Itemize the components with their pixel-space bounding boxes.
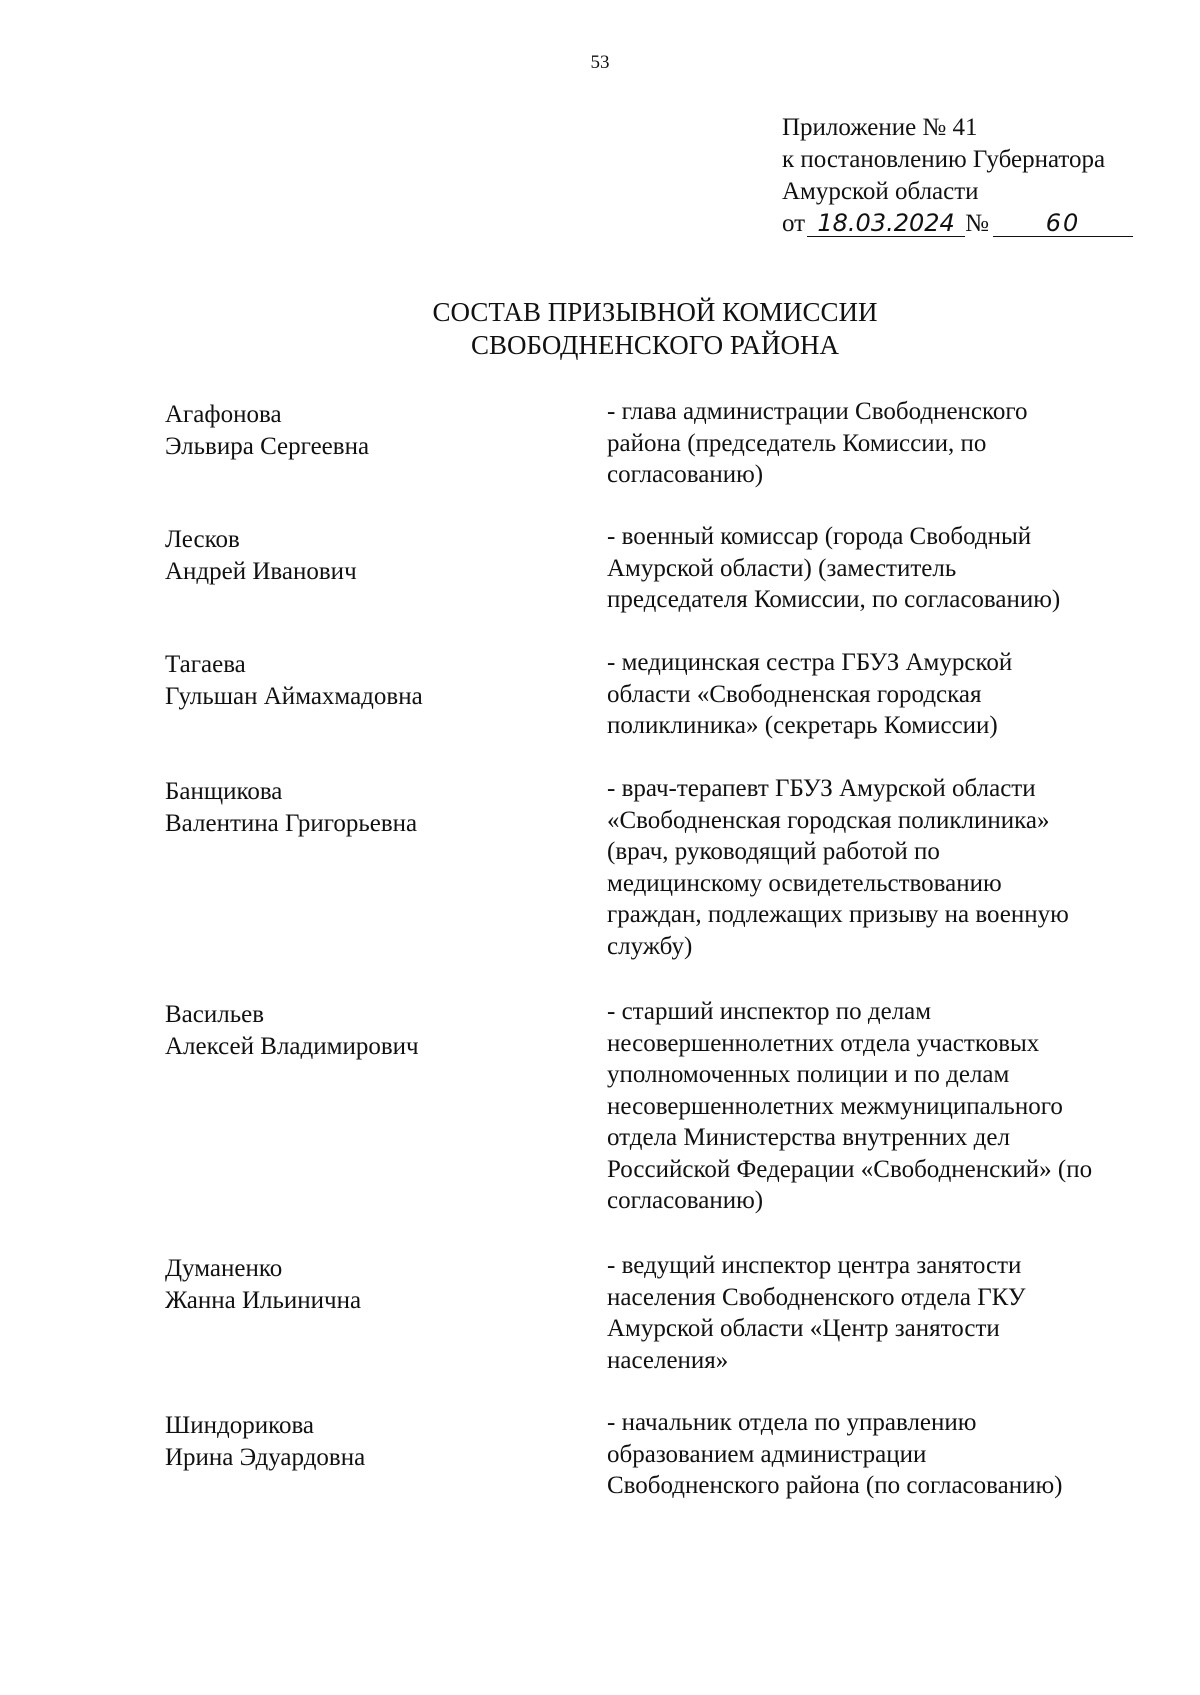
appendix-date-line — [782, 208, 1182, 240]
handwritten-number: 60 — [993, 210, 1133, 237]
member-role — [607, 396, 1177, 491]
member-surname: Думаненко — [165, 1255, 283, 1282]
member-surname: Лесков — [165, 526, 240, 553]
role-line: - врач-терапевт ГБУЗ Амурской области — [607, 775, 1036, 802]
member-role — [607, 996, 1177, 1217]
member-given-names: Алексей Владимирович — [165, 1032, 419, 1060]
role-line: (врач, руководящий работой по — [607, 838, 940, 865]
role-line: области «Свободненская городская — [607, 680, 982, 708]
member-name — [165, 999, 585, 1062]
member-given-names: Валентина Григорьевна — [165, 809, 418, 837]
role-line: Свободненского района (по согласованию) — [607, 1472, 1063, 1499]
role-line: - военный комиссар (города Свободный — [607, 523, 1032, 550]
member-given-names: Андрей Иванович — [165, 557, 357, 585]
member-given-names: Гульшан Аймахмадовна — [165, 682, 423, 710]
title-line-1: СОСТАВ ПРИЗЫВНОЙ КОМИССИИ — [432, 297, 878, 327]
role-line: Российской Федерации «Свободненский» (по — [607, 1155, 1093, 1183]
role-line: населения» — [607, 1346, 729, 1374]
role-line: - начальник отдела по управлению — [607, 1409, 977, 1436]
member-name — [165, 1410, 585, 1473]
document-title — [0, 296, 1200, 362]
member-surname: Васильев — [165, 1001, 265, 1028]
role-line: согласованию) — [607, 461, 764, 488]
role-line: несовершеннолетних межмуниципального — [607, 1092, 1063, 1120]
role-line: «Свободненская городская поликлиника» — [607, 806, 1050, 834]
from-label: от — [782, 210, 806, 237]
role-line: службу) — [607, 932, 693, 960]
member-given-names: Эльвира Сергеевна — [165, 432, 370, 460]
member-name — [165, 649, 585, 712]
role-line: образованием администрации — [607, 1440, 927, 1468]
role-line: граждан, подлежащих призыву на военную — [607, 901, 1069, 928]
role-line: - старший инспектор по делам — [607, 998, 932, 1025]
title-line-2: СВОБОДНЕНСКОГО РАЙОНА — [471, 330, 839, 360]
role-line: - медицинская сестра ГБУЗ Амурской — [607, 649, 1013, 676]
handwritten-date: 18.03.2024 — [807, 210, 965, 237]
member-surname: Банщикова — [165, 778, 283, 805]
role-line: - глава администрации Свободненского — [607, 398, 1028, 425]
appendix-header — [782, 112, 1182, 240]
role-line: председателя Комиссии, по согласованию) — [607, 586, 1061, 613]
member-role — [607, 1250, 1177, 1376]
role-line: Амурской области) (заместитель — [607, 554, 957, 582]
member-name — [165, 1253, 585, 1316]
role-line: отдела Министерства внутренних дел — [607, 1124, 1010, 1151]
role-line: - ведущий инспектор центра занятости — [607, 1252, 1022, 1279]
number-label: № — [965, 210, 989, 237]
role-line: медицинскому освидетельствованию — [607, 869, 1002, 897]
appendix-line-1: Приложение № 41 — [782, 114, 978, 141]
member-role — [607, 647, 1177, 742]
member-name — [165, 776, 585, 839]
member-role — [607, 521, 1177, 616]
role-line: Амурской области «Центр занятости — [607, 1315, 1000, 1342]
member-role — [607, 1407, 1177, 1502]
member-surname: Тагаева — [165, 651, 246, 678]
role-line: населения Свободненского отдела ГКУ — [607, 1283, 1026, 1311]
role-line: согласованию) — [607, 1187, 764, 1214]
appendix-line-3: Амурской области — [782, 178, 979, 205]
member-name — [165, 524, 585, 587]
member-surname: Агафонова — [165, 401, 282, 428]
member-role — [607, 773, 1177, 962]
role-line: района (председатель Комиссии, по — [607, 429, 987, 457]
role-line: несовершеннолетних отдела участковых — [607, 1029, 1040, 1057]
member-given-names: Жанна Ильинична — [165, 1286, 362, 1314]
member-name — [165, 399, 585, 462]
role-line: поликлиника» (секретарь Комиссии) — [607, 712, 998, 739]
appendix-line-2: к постановлению Губернатора — [782, 146, 1106, 173]
member-given-names: Ирина Эдуардовна — [165, 1443, 366, 1471]
page-number: 53 — [590, 52, 610, 73]
role-line: уполномоченных полиции и по делам — [607, 1061, 1010, 1088]
member-surname: Шиндорикова — [165, 1412, 315, 1439]
